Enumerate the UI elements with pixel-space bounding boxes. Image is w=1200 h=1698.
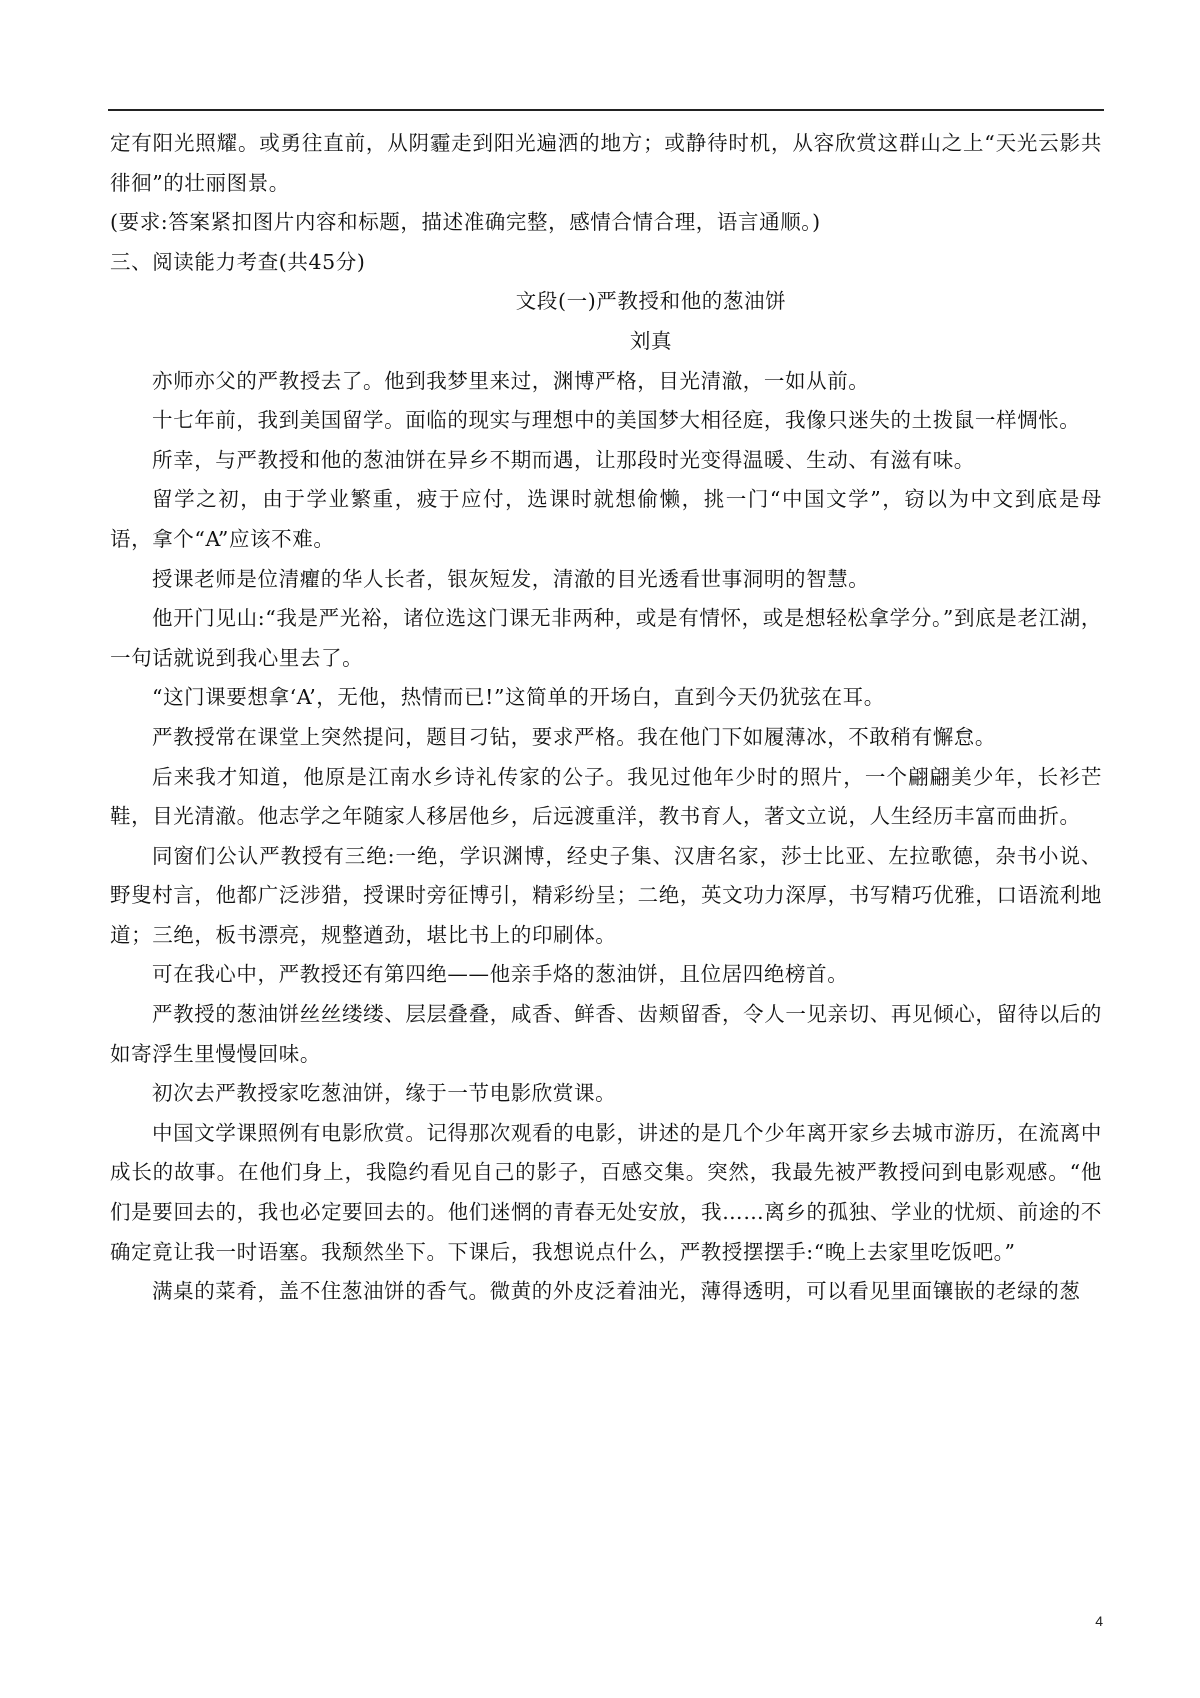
body-paragraph: 授课老师是位清癯的华人长者，银灰短发，清澈的目光透看世事洞明的智慧。: [152, 566, 870, 591]
body-paragraph: 留学之初，由于学业繁重，疲于应付，选课时就想偷懒，挑一门“中国文学”，窃以为中文到底是母语，拿个“A”应该不难。: [110, 487, 1102, 551]
body-paragraph: 亦师亦父的严教授去了。他到我梦里来过，渊博严格，目光清澈，一如从前。: [152, 368, 870, 393]
page-number: 4: [1095, 1613, 1103, 1629]
body-paragraph: 严教授常在课堂上突然提问，题目刁钻，要求严格。我在他门下如履薄冰，不敢稍有懈怠。: [152, 724, 996, 749]
body-paragraph: 所幸，与严教授和他的葱油饼在异乡不期而遇，让那段时光变得温暖、生动、有滋有味。: [152, 447, 975, 472]
continued-paragraph: 定有阳光照耀。或勇往直前，从阴霾走到阳光遍洒的地方；或静待时机，从容欣赏这群山之上“天光云影共徘徊”的壮丽图景。: [110, 131, 1102, 195]
page-body: [110, 124, 1102, 1312]
body-paragraph: 可在我心中，严教授还有第四绝——他亲手烙的葱油饼，且位居四绝榜首。: [152, 962, 849, 987]
body-paragraph: 十七年前，我到美国留学。面临的现实与理想中的美国梦大相径庭，我像只迷失的土拨鼠一样惆怅。: [152, 408, 1081, 433]
body-paragraph: 后来我才知道，他原是江南水乡诗礼传家的公子。我见过他年少时的照片，一个翩翩美少年，长衫芒鞋，目光清澈。他志学之年随家人移居他乡，后远渡重洋，教书育人，著文立说，人生经历丰富而曲折。: [110, 764, 1102, 829]
body-paragraph: 初次去严教授家吃葱油饼，缘于一节电影欣赏课。: [152, 1081, 617, 1106]
body-paragraph: 严教授的葱油饼丝丝缕缕、层层叠叠，咸香、鲜香、齿颊留香，令人一见亲切、再见倾心，留待以后的如寄浮生里慢慢回味。: [110, 1002, 1102, 1066]
body-paragraph: “这门课要想拿‘A’，无他，热情而已!”这简单的开场白，直到今天仍犹弦在耳。: [152, 685, 885, 710]
requirements-note: (要求:答案紧扣图片内容和标题，描述准确完整，感情合情合理，语言通顺。): [110, 210, 821, 235]
section-heading: 三、阅读能力考查(共45分): [110, 249, 366, 274]
body-paragraph: 同窗们公认严教授有三绝:一绝，学识渊博，经史子集、汉唐名家，莎士比亚、左拉歌德，杂书小说、野叟村言，他都广泛涉猎，授课时旁征博引，精彩纷呈；二绝，英文功力深厚，书写精巧优雅，口语流利地道；三绝，板书漂亮，规整遒劲，堪比书上的印刷体。: [110, 843, 1102, 947]
body-paragraph: 中国文学课照例有电影欣赏。记得那次观看的电影，讲述的是几个少年离开家乡去城市游历，在流离中成长的故事。在他们身上，我隐约看见自己的影子，百感交集。突然，我最先被严教授问到电影观感。“他们是要回去的，我也必定要回去的。他们迷惘的青春无处安放，我……离乡的孤独、学业的忧烦、前途的不确定竟让我一时语塞。我颓然坐下。下课后，我想说点什么，严教授摆摆手:“晚上去家里吃饭吧。”: [110, 1120, 1102, 1264]
article-title: 文段(一)严教授和他的葱油饼: [515, 289, 787, 314]
body-paragraph: 他开门见山:“我是严光裕，诸位选这门课无非两种，或是有情怀，或是想轻松拿学分。”到底是老江湖，一句话就说到我心里去了。: [110, 606, 1102, 670]
article-author: 刘真: [629, 328, 673, 353]
header-rule: [108, 109, 1104, 111]
body-paragraph: 满桌的菜肴，盖不住葱油饼的香气。微黄的外皮泛着油光，薄得透明，可以看见里面镶嵌的老绿的葱: [152, 1279, 1081, 1304]
